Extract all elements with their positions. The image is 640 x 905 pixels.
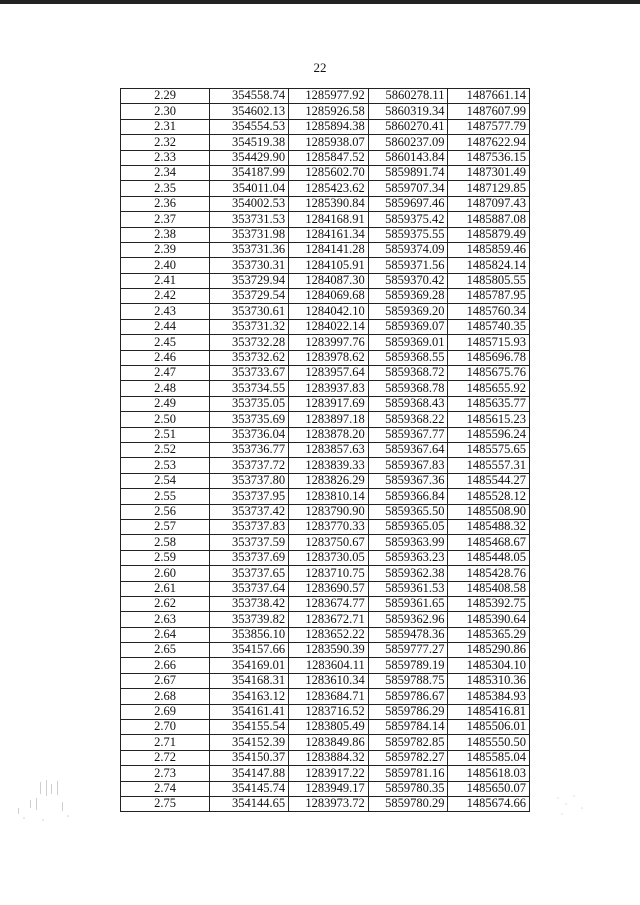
point-number-cell: 2.34: [121, 165, 210, 180]
coordinate-cell: 1485575.65: [448, 442, 530, 457]
coordinate-cell: 5859367.77: [368, 427, 448, 442]
point-number-cell: 2.47: [121, 366, 210, 381]
table-row: [121, 566, 530, 581]
coordinate-cell: 353738.42: [210, 596, 289, 611]
coordinate-cell: 353730.61: [210, 304, 289, 319]
point-number-cell: 2.60: [121, 566, 210, 581]
table-row: [121, 489, 530, 504]
coordinate-cell: 1485506.01: [448, 720, 530, 735]
coordinate-cell: 5860143.84: [368, 150, 448, 165]
coordinate-cell: 1283690.57: [289, 581, 369, 596]
coordinate-cell: 353730.31: [210, 258, 289, 273]
coordinate-cell: 5859478.36: [368, 627, 448, 642]
coordinate-cell: 353737.69: [210, 550, 289, 565]
coordinate-cell: 1283897.18: [289, 412, 369, 427]
coordinate-cell: 5859786.29: [368, 704, 448, 719]
table-row: [121, 381, 530, 396]
coordinate-cell: 5859368.43: [368, 396, 448, 411]
coordinate-cell: 1284069.68: [289, 289, 369, 304]
point-number-cell: 2.61: [121, 581, 210, 596]
coordinate-cell: 354002.53: [210, 196, 289, 211]
coordinate-cell: 1485740.35: [448, 319, 530, 334]
coordinate-cell: 5859784.14: [368, 720, 448, 735]
coordinate-cell: 353737.72: [210, 458, 289, 473]
coordinate-cell: 1485310.36: [448, 673, 530, 688]
coordinate-cell: 1485392.75: [448, 596, 530, 611]
coordinate-cell: 353731.98: [210, 227, 289, 242]
coordinate-cell: 353731.32: [210, 319, 289, 334]
coordinate-cell: 5859368.55: [368, 350, 448, 365]
coordinate-cell: 1487661.14: [448, 89, 530, 104]
coordinate-cell: 5859365.50: [368, 504, 448, 519]
coordinate-cell: 354147.88: [210, 766, 289, 781]
point-number-cell: 2.53: [121, 458, 210, 473]
coordinate-cell: 1283805.49: [289, 720, 369, 735]
coordinate-cell: 1485787.95: [448, 289, 530, 304]
coordinate-cell: 353739.82: [210, 612, 289, 627]
coordinate-cell: 1485544.27: [448, 473, 530, 488]
coordinate-cell: 1487622.94: [448, 135, 530, 150]
point-number-cell: 2.71: [121, 735, 210, 750]
coordinate-cell: 353731.36: [210, 242, 289, 257]
table-row: [121, 273, 530, 288]
page-number: 22: [313, 60, 327, 75]
coordinate-cell: 1283978.62: [289, 350, 369, 365]
coordinate-cell: 1283917.69: [289, 396, 369, 411]
coordinate-cell: 1485879.49: [448, 227, 530, 242]
point-number-cell: 2.46: [121, 350, 210, 365]
point-number-cell: 2.42: [121, 289, 210, 304]
table-row: [121, 735, 530, 750]
table-row: [121, 258, 530, 273]
coordinate-cell: 1285847.52: [289, 150, 369, 165]
coordinate-cell: 1485390.64: [448, 612, 530, 627]
coordinate-cell: 5859367.36: [368, 473, 448, 488]
coordinate-cell: 1485416.81: [448, 704, 530, 719]
coordinate-cell: 1485585.04: [448, 750, 530, 765]
coordinate-cell: 1284042.10: [289, 304, 369, 319]
table-row: [121, 396, 530, 411]
coordinate-cell: 5859370.42: [368, 273, 448, 288]
coordinate-cell: 354145.74: [210, 781, 289, 796]
table-row: [121, 119, 530, 134]
table-row: [121, 473, 530, 488]
coordinate-cell: 353737.95: [210, 489, 289, 504]
table-row: [121, 643, 530, 658]
coordinate-cell: 1284105.91: [289, 258, 369, 273]
coordinate-cell: 353736.04: [210, 427, 289, 442]
coordinate-cell: 1285938.07: [289, 135, 369, 150]
coordinate-cell: 1284022.14: [289, 319, 369, 334]
coordinate-cell: 353729.94: [210, 273, 289, 288]
coordinate-cell: 5860237.09: [368, 135, 448, 150]
coordinate-cell: 354169.01: [210, 658, 289, 673]
table-row: [121, 612, 530, 627]
point-number-cell: 2.67: [121, 673, 210, 688]
coordinate-cell: 354168.31: [210, 673, 289, 688]
table-row: [121, 289, 530, 304]
table-row: [121, 796, 530, 811]
coordinate-cell: 1485805.55: [448, 273, 530, 288]
coordinates-table: [120, 88, 530, 812]
table-row: [121, 335, 530, 350]
coordinate-cell: 1283790.90: [289, 504, 369, 519]
coordinate-cell: 1285423.62: [289, 181, 369, 196]
table-row: [121, 304, 530, 319]
point-number-cell: 2.73: [121, 766, 210, 781]
scan-artifact-mark: [552, 790, 592, 820]
point-number-cell: 2.48: [121, 381, 210, 396]
coordinate-cell: 1487536.15: [448, 150, 530, 165]
coordinate-cell: 353737.59: [210, 535, 289, 550]
point-number-cell: 2.49: [121, 396, 210, 411]
coordinate-cell: 1485655.92: [448, 381, 530, 396]
table-row: [121, 720, 530, 735]
coordinate-cell: 354011.04: [210, 181, 289, 196]
table-row: [121, 658, 530, 673]
point-number-cell: 2.75: [121, 796, 210, 811]
point-number-cell: 2.57: [121, 519, 210, 534]
coordinate-cell: 1485696.78: [448, 350, 530, 365]
point-number-cell: 2.43: [121, 304, 210, 319]
coordinate-cell: 1485675.76: [448, 366, 530, 381]
coordinate-cell: 1284161.34: [289, 227, 369, 242]
point-number-cell: 2.31: [121, 119, 210, 134]
coordinate-cell: 353734.55: [210, 381, 289, 396]
coordinate-cell: 1485508.90: [448, 504, 530, 519]
coordinate-cell: 353733.67: [210, 366, 289, 381]
coordinate-cell: 353737.80: [210, 473, 289, 488]
table-row: [121, 442, 530, 457]
coordinate-cell: 1285390.84: [289, 196, 369, 211]
coordinate-cell: 1485557.31: [448, 458, 530, 473]
point-number-cell: 2.40: [121, 258, 210, 273]
coordinate-cell: 1283839.33: [289, 458, 369, 473]
coordinate-cell: 353736.77: [210, 442, 289, 457]
table-row: [121, 550, 530, 565]
coordinate-cell: 1485859.46: [448, 242, 530, 257]
point-number-cell: 2.35: [121, 181, 210, 196]
coordinate-cell: 1487577.79: [448, 119, 530, 134]
coordinate-cell: 5859361.53: [368, 581, 448, 596]
coordinate-cell: 1285602.70: [289, 165, 369, 180]
coordinate-cell: 5859780.35: [368, 781, 448, 796]
table-row: [121, 504, 530, 519]
coordinates-table-body: [121, 89, 530, 812]
coordinate-cell: 1485635.77: [448, 396, 530, 411]
coordinate-cell: 5859369.07: [368, 319, 448, 334]
table-row: [121, 242, 530, 257]
coordinate-cell: 5860270.41: [368, 119, 448, 134]
coordinate-cell: 5859368.22: [368, 412, 448, 427]
table-row: [121, 196, 530, 211]
coordinate-cell: 1283750.67: [289, 535, 369, 550]
coordinate-cell: 1283672.71: [289, 612, 369, 627]
point-number-cell: 2.70: [121, 720, 210, 735]
coordinate-cell: 5859789.19: [368, 658, 448, 673]
point-number-cell: 2.69: [121, 704, 210, 719]
coordinate-cell: 354144.65: [210, 796, 289, 811]
coordinate-cell: 5860278.11: [368, 89, 448, 104]
point-number-cell: 2.62: [121, 596, 210, 611]
coordinate-cell: 5859369.01: [368, 335, 448, 350]
coordinate-cell: 1283610.34: [289, 673, 369, 688]
coordinate-cell: 5859891.74: [368, 165, 448, 180]
coordinate-cell: 1283857.63: [289, 442, 369, 457]
coordinate-cell: 1485365.29: [448, 627, 530, 642]
coordinate-cell: 5859365.05: [368, 519, 448, 534]
coordinate-cell: 1485384.93: [448, 689, 530, 704]
point-number-cell: 2.50: [121, 412, 210, 427]
point-number-cell: 2.72: [121, 750, 210, 765]
top-border-line: [0, 0, 640, 4]
table-row: [121, 165, 530, 180]
coordinate-cell: 354150.37: [210, 750, 289, 765]
coordinate-cell: 354161.41: [210, 704, 289, 719]
point-number-cell: 2.37: [121, 212, 210, 227]
coordinate-cell: 1283652.22: [289, 627, 369, 642]
coordinate-cell: 1284168.91: [289, 212, 369, 227]
table-row: [121, 581, 530, 596]
table-row: [121, 627, 530, 642]
coordinate-cell: 1487097.43: [448, 196, 530, 211]
coordinate-cell: 353737.64: [210, 581, 289, 596]
coordinate-cell: 1283849.86: [289, 735, 369, 750]
coordinate-cell: 5859363.23: [368, 550, 448, 565]
coordinate-cell: 5859361.65: [368, 596, 448, 611]
point-number-cell: 2.32: [121, 135, 210, 150]
coordinate-cell: 354155.54: [210, 720, 289, 735]
point-number-cell: 2.65: [121, 643, 210, 658]
table-row: [121, 150, 530, 165]
coordinate-cell: 1485468.67: [448, 535, 530, 550]
coordinate-cell: 353737.65: [210, 566, 289, 581]
coordinate-cell: 1285977.92: [289, 89, 369, 104]
coordinate-cell: 1485550.50: [448, 735, 530, 750]
coordinate-cell: 1285926.58: [289, 104, 369, 119]
table-row: [121, 181, 530, 196]
coordinate-cell: 1485674.66: [448, 796, 530, 811]
point-number-cell: 2.54: [121, 473, 210, 488]
point-number-cell: 2.63: [121, 612, 210, 627]
coordinate-cell: 353735.69: [210, 412, 289, 427]
coordinate-cell: 353737.42: [210, 504, 289, 519]
coordinate-cell: 5859374.09: [368, 242, 448, 257]
point-number-cell: 2.56: [121, 504, 210, 519]
coordinate-cell: 5859788.75: [368, 673, 448, 688]
coordinate-cell: 5859362.96: [368, 612, 448, 627]
coordinate-cell: 5859368.78: [368, 381, 448, 396]
coordinate-cell: 1485596.24: [448, 427, 530, 442]
point-number-cell: 2.29: [121, 89, 210, 104]
coordinate-cell: 5860319.34: [368, 104, 448, 119]
point-number-cell: 2.64: [121, 627, 210, 642]
coordinate-cell: 5859707.34: [368, 181, 448, 196]
coordinate-cell: 354187.99: [210, 165, 289, 180]
table-row: [121, 89, 530, 104]
coordinate-cell: 353731.53: [210, 212, 289, 227]
coordinate-cell: 1485824.14: [448, 258, 530, 273]
coordinate-cell: 1283997.76: [289, 335, 369, 350]
point-number-cell: 2.39: [121, 242, 210, 257]
coordinate-cell: 1283878.20: [289, 427, 369, 442]
table-row: [121, 750, 530, 765]
table-row: [121, 458, 530, 473]
coordinate-cell: 1485528.12: [448, 489, 530, 504]
point-number-cell: 2.45: [121, 335, 210, 350]
point-number-cell: 2.36: [121, 196, 210, 211]
coordinate-cell: 5859368.72: [368, 366, 448, 381]
table-row: [121, 350, 530, 365]
coordinate-cell: 1283949.17: [289, 781, 369, 796]
coordinate-cell: 5859781.16: [368, 766, 448, 781]
coordinate-cell: 1283710.75: [289, 566, 369, 581]
coordinate-cell: 354602.13: [210, 104, 289, 119]
point-number-cell: 2.59: [121, 550, 210, 565]
coordinate-cell: 1283884.32: [289, 750, 369, 765]
table-row: [121, 227, 530, 242]
coordinate-cell: 353737.83: [210, 519, 289, 534]
coordinate-cell: 5859782.85: [368, 735, 448, 750]
coordinate-cell: 5859375.55: [368, 227, 448, 242]
table-row: [121, 766, 530, 781]
coordinate-cell: 5859369.28: [368, 289, 448, 304]
coordinate-cell: 1485650.07: [448, 781, 530, 796]
point-number-cell: 2.38: [121, 227, 210, 242]
coordinate-cell: 5859366.84: [368, 489, 448, 504]
coordinate-cell: 354558.74: [210, 89, 289, 104]
coordinate-cell: 1485887.08: [448, 212, 530, 227]
coordinate-cell: 5859367.64: [368, 442, 448, 457]
coordinate-cell: 353732.28: [210, 335, 289, 350]
point-number-cell: 2.68: [121, 689, 210, 704]
coordinate-cell: 354152.39: [210, 735, 289, 750]
point-number-cell: 2.44: [121, 319, 210, 334]
coordinate-cell: 1283590.39: [289, 643, 369, 658]
coordinate-cell: 353856.10: [210, 627, 289, 642]
coordinate-cell: 1485760.34: [448, 304, 530, 319]
table-row: [121, 427, 530, 442]
table-row: [121, 781, 530, 796]
coordinate-cell: 1283917.22: [289, 766, 369, 781]
coordinate-cell: 354519.38: [210, 135, 289, 150]
point-number-cell: 2.58: [121, 535, 210, 550]
coordinate-cell: 1485304.10: [448, 658, 530, 673]
coordinate-cell: 5859780.29: [368, 796, 448, 811]
point-number-cell: 2.41: [121, 273, 210, 288]
coordinate-cell: 1485488.32: [448, 519, 530, 534]
coordinate-cell: 1285894.38: [289, 119, 369, 134]
table-row: [121, 689, 530, 704]
table-row: [121, 104, 530, 119]
coordinate-cell: 1283716.52: [289, 704, 369, 719]
coordinate-cell: 1283957.64: [289, 366, 369, 381]
coordinate-cell: 1487129.85: [448, 181, 530, 196]
coordinate-cell: 1283730.05: [289, 550, 369, 565]
table-row: [121, 519, 530, 534]
coordinate-cell: 1283973.72: [289, 796, 369, 811]
table-row: [121, 212, 530, 227]
coordinate-cell: 1487301.49: [448, 165, 530, 180]
scan-artifact-mark: [10, 778, 80, 828]
coordinate-cell: 1284087.30: [289, 273, 369, 288]
coordinate-cell: 354157.66: [210, 643, 289, 658]
point-number-cell: 2.33: [121, 150, 210, 165]
table-row: [121, 596, 530, 611]
coordinate-cell: 1485715.93: [448, 335, 530, 350]
coordinate-cell: 1283810.14: [289, 489, 369, 504]
coordinate-cell: 1485448.05: [448, 550, 530, 565]
point-number-cell: 2.55: [121, 489, 210, 504]
coordinate-cell: 1283604.11: [289, 658, 369, 673]
coordinate-cell: 5859375.42: [368, 212, 448, 227]
point-number-cell: 2.66: [121, 658, 210, 673]
coordinate-cell: 1283674.77: [289, 596, 369, 611]
coordinate-cell: 1485408.58: [448, 581, 530, 596]
table-row: [121, 366, 530, 381]
point-number-cell: 2.74: [121, 781, 210, 796]
point-number-cell: 2.51: [121, 427, 210, 442]
coordinate-cell: 5859777.27: [368, 643, 448, 658]
table-row: [121, 135, 530, 150]
table-row: [121, 412, 530, 427]
point-number-cell: 2.30: [121, 104, 210, 119]
coordinate-cell: 353735.05: [210, 396, 289, 411]
coordinate-cell: 1487607.99: [448, 104, 530, 119]
table-row: [121, 673, 530, 688]
coordinate-cell: 5859363.99: [368, 535, 448, 550]
coordinate-cell: 1485618.03: [448, 766, 530, 781]
coordinate-cell: 1283770.33: [289, 519, 369, 534]
coordinate-cell: 5859371.56: [368, 258, 448, 273]
point-number-cell: 2.52: [121, 442, 210, 457]
coordinate-cell: 5859362.38: [368, 566, 448, 581]
coordinate-cell: 1283684.71: [289, 689, 369, 704]
coordinate-cell: 354554.53: [210, 119, 289, 134]
coordinate-cell: 5859782.27: [368, 750, 448, 765]
coordinate-cell: 5859697.46: [368, 196, 448, 211]
coordinate-cell: 1485615.23: [448, 412, 530, 427]
coordinate-cell: 1283937.83: [289, 381, 369, 396]
coordinate-cell: 1284141.28: [289, 242, 369, 257]
coordinate-cell: 354429.90: [210, 150, 289, 165]
table-row: [121, 319, 530, 334]
coordinate-cell: 353732.62: [210, 350, 289, 365]
coordinate-cell: 5859369.20: [368, 304, 448, 319]
coordinate-cell: 1283826.29: [289, 473, 369, 488]
coordinate-cell: 5859786.67: [368, 689, 448, 704]
coordinate-cell: 1485428.76: [448, 566, 530, 581]
coordinate-cell: 353729.54: [210, 289, 289, 304]
table-row: [121, 704, 530, 719]
coordinate-cell: 5859367.83: [368, 458, 448, 473]
table-row: [121, 535, 530, 550]
coordinate-cell: 1485290.86: [448, 643, 530, 658]
coordinate-cell: 354163.12: [210, 689, 289, 704]
